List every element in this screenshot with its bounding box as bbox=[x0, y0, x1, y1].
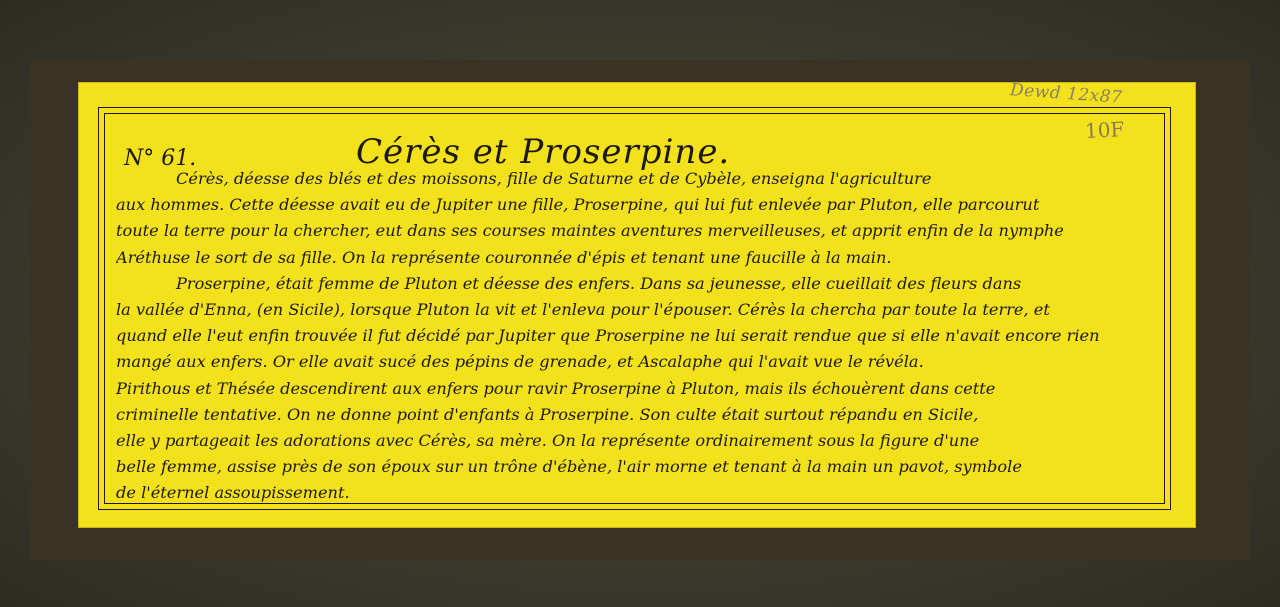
label-body bbox=[116, 166, 1161, 507]
price-annotation: 10F bbox=[1084, 116, 1125, 144]
text-line: aux hommes. Cette déesse avait eu de Jupiter une fille, Proserpine, qui lui fut enlevée par Pluton, elle parcourut bbox=[116, 195, 1040, 215]
text-line: Proserpine, était femme de Pluton et déesse des enfers. Dans sa jeunesse, elle cueillait des fleurs dans bbox=[176, 273, 1022, 293]
label-title: Cérès et Proserpine. bbox=[356, 132, 731, 172]
text-line: toute la terre pour la chercher, eut dans ses courses maintes aventures merveilleuses, et apprit enfin de la nymphe bbox=[116, 221, 1064, 241]
catalog-number: N° 61. bbox=[124, 146, 197, 171]
text-line: quand elle l'eut enfin trouvée il fut décidé par Jupiter que Proserpine ne lui serait rendue que si elle n'avait encore rien bbox=[116, 326, 1100, 346]
text-line: Cérès, déesse des blés et des moissons, fille de Saturne et de Cybèle, enseigna l'agriculture bbox=[176, 169, 932, 188]
text-line: Aréthuse le sort de sa fille. On la représente couronnée d'épis et tenant une faucille à la main. bbox=[116, 247, 892, 267]
text-line: belle femme, assise près de son époux sur un trône d'ébène, l'air morne et tenant à la main un pavot, symbole bbox=[116, 457, 1022, 477]
text-line: criminelle tentative. On ne donne point d'enfants à Proserpine. Son culte était surtout répandu en Sicile, bbox=[116, 404, 979, 424]
text-line: mangé aux enfers. Or elle avait sucé des pépins de grenade, et Ascalaphe qui l'avait vue le révéla. bbox=[116, 352, 924, 372]
text-line: elle y partageait les adorations avec Cérès, sa mère. On la représente ordinairement sous la figure d'une bbox=[116, 431, 980, 451]
text-line: Pirithous et Thésée descendirent aux enfers pour ravir Proserpine à Pluton, mais ils échouèrent dans cette bbox=[116, 378, 996, 398]
text-line: la vallée d'Enna, (en Sicile), lorsque Pluton la vit et l'enleva pour l'épouser. Cérès la chercha par toute la terre, et bbox=[116, 300, 1050, 320]
text-line: de l'éternel assoupissement. bbox=[116, 483, 350, 503]
pencil-annotation: Dewd 12x87 bbox=[1009, 80, 1123, 108]
